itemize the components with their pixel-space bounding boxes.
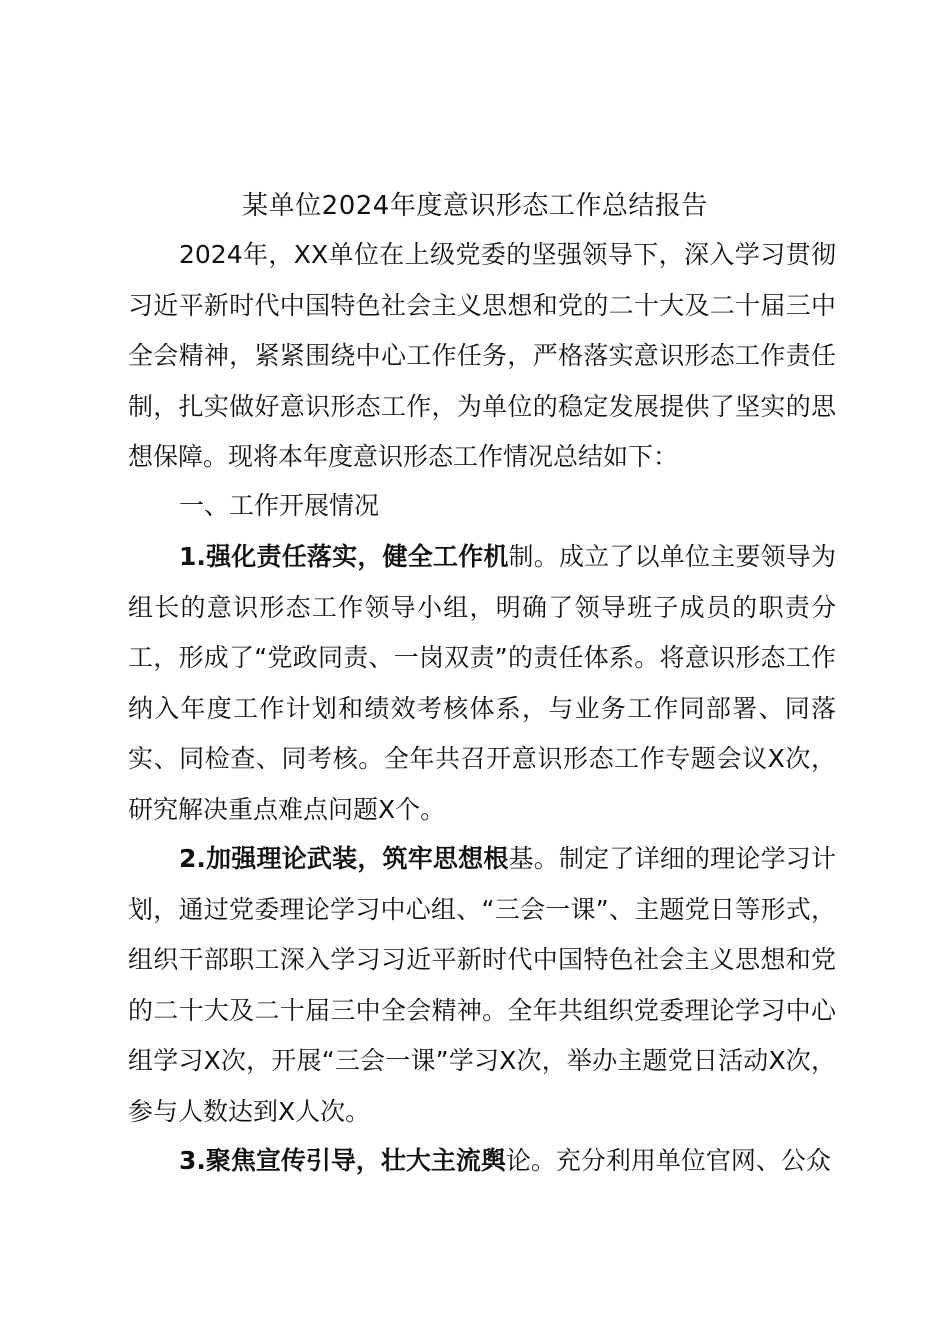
- item-3-text: 论。充分利用单位官网、公众: [505, 1146, 831, 1175]
- item-paragraph-2: [128, 834, 836, 1137]
- item-paragraph-1: [128, 532, 836, 835]
- item-3-lead: 3.聚焦宣传引导，壮大主流舆: [179, 1146, 506, 1175]
- item-2-text: 基。制定了详细的理论学习计划，通过党委理论学习中心组、“三会一课”、主题党日等形式，组织干部职工深入学习习近平新时代中国特色社会主义思想和党的二十大及二十届三中全会精神。全年共组织党委理论学习中心组学习X次，开展“三会一课”学习X次，举办主题党日活动X次，参与人数达到X人次。: [128, 844, 836, 1126]
- item-2-lead: 2.加强理论武装，筑牢思想根: [179, 844, 509, 873]
- item-paragraph-3: [128, 1136, 836, 1187]
- section-heading: 一、工作开展情况: [179, 491, 380, 520]
- intro-paragraph: 2024年，XX单位在上级党委的坚强领导下，深入学习贯彻习近平新时代中国特色社会主义思想和党的二十大及二十届三中全会精神，紧紧围绕中心工作任务，严格落实意识形态工作责任制，扎实做好意识形态工作，为单位的稳定发展提供了坚实的思想保障。现将本年度意识形态工作情况总结如下：: [128, 240, 836, 471]
- document-title: 某单位2024年度意识形态工作总结报告: [242, 191, 708, 221]
- item-1-text: 制。成立了以单位主要领导为组长的意识形态工作领导小组，明确了领导班子成员的职责分工，形成了“党政同责、一岗双责”的责任体系。将意识形态工作纳入年度工作计划和绩效考核体系，与业务工作同部署、同落实、同检查、同考核。全年共召开意识形态工作专题会议X次，研究解决重点难点问题X个。: [128, 542, 836, 824]
- item-1-lead: 1.强化责任落实，健全工作机: [179, 542, 509, 571]
